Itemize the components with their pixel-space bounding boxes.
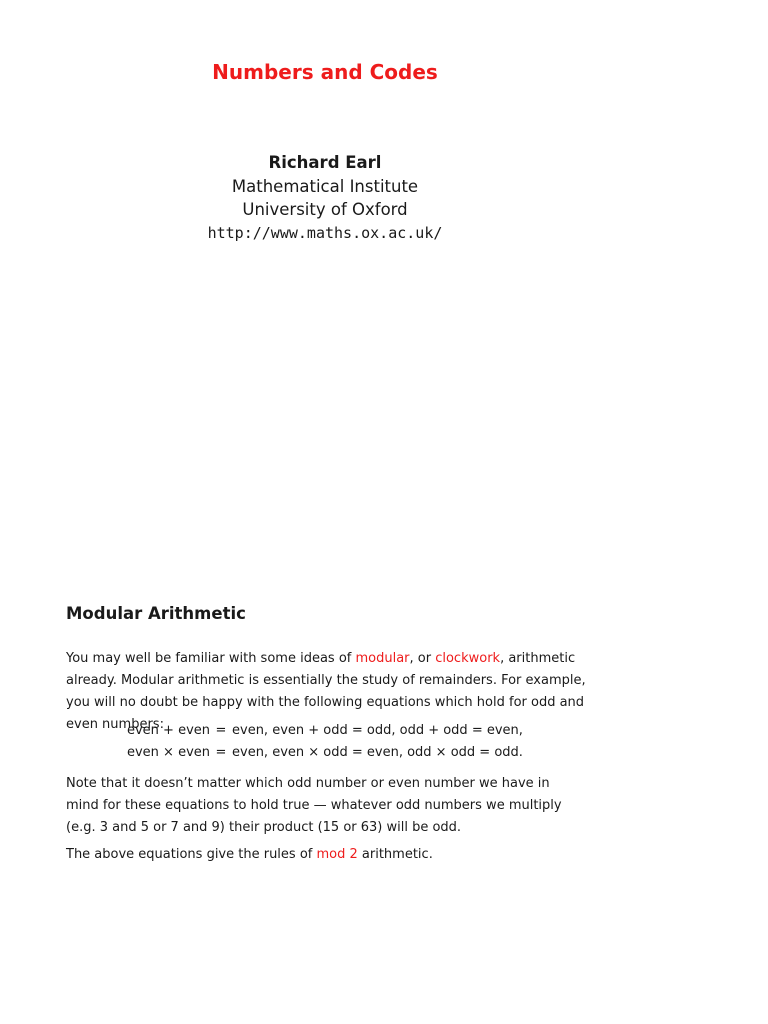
- note-paragraph: Note that it doesn’t matter which odd number or even number we have in mind for these equations to hold true — whatever odd numbers we multiply (e.g. 3 and 5 or 7 and 9) their product (15 or 63) will be odd.: [66, 776, 562, 835]
- equation-lhs: even + even: [126, 723, 210, 738]
- equation-row-addition: [120, 720, 523, 742]
- equation-rhs: even, even + odd = odd, odd + odd = even,: [232, 723, 523, 738]
- author-block: [0, 151, 650, 245]
- equation-sign: =: [215, 745, 227, 760]
- mod2-link[interactable]: mod 2: [316, 847, 358, 862]
- equation-sign: =: [215, 723, 227, 738]
- author-name: Richard Earl: [268, 153, 382, 172]
- modular-link[interactable]: modular: [355, 651, 410, 666]
- mod2-text-2: arithmetic.: [357, 847, 433, 862]
- author-institute: Mathematical Institute: [231, 176, 419, 196]
- equation-rhs: even, even × odd = even, odd × odd = odd.: [232, 745, 523, 760]
- author-url-link[interactable]: http://www.maths.ox.ac.uk/: [207, 223, 443, 242]
- section-heading: Modular Arithmetic: [66, 604, 246, 623]
- mod2-text-1: The above equations give the rules of: [66, 847, 317, 862]
- intro-text-2: , or: [409, 651, 436, 666]
- intro-text-1: You may well be familiar with some ideas of: [66, 651, 356, 666]
- parity-equations: [120, 720, 523, 764]
- document-title: Numbers and Codes: [212, 60, 438, 84]
- equation-row-multiplication: [120, 742, 523, 764]
- equation-lhs: even × even: [126, 745, 210, 760]
- mod2-paragraph: [66, 844, 586, 866]
- intro-text-3: , arithmetic already. Modular arithmetic is essentially the study of remainders. For example, you will no doubt be happy with the following equations which hold for odd and even numbers:: [66, 651, 586, 732]
- author-university: University of Oxford: [242, 200, 408, 219]
- clockwork-link[interactable]: clockwork: [435, 651, 501, 666]
